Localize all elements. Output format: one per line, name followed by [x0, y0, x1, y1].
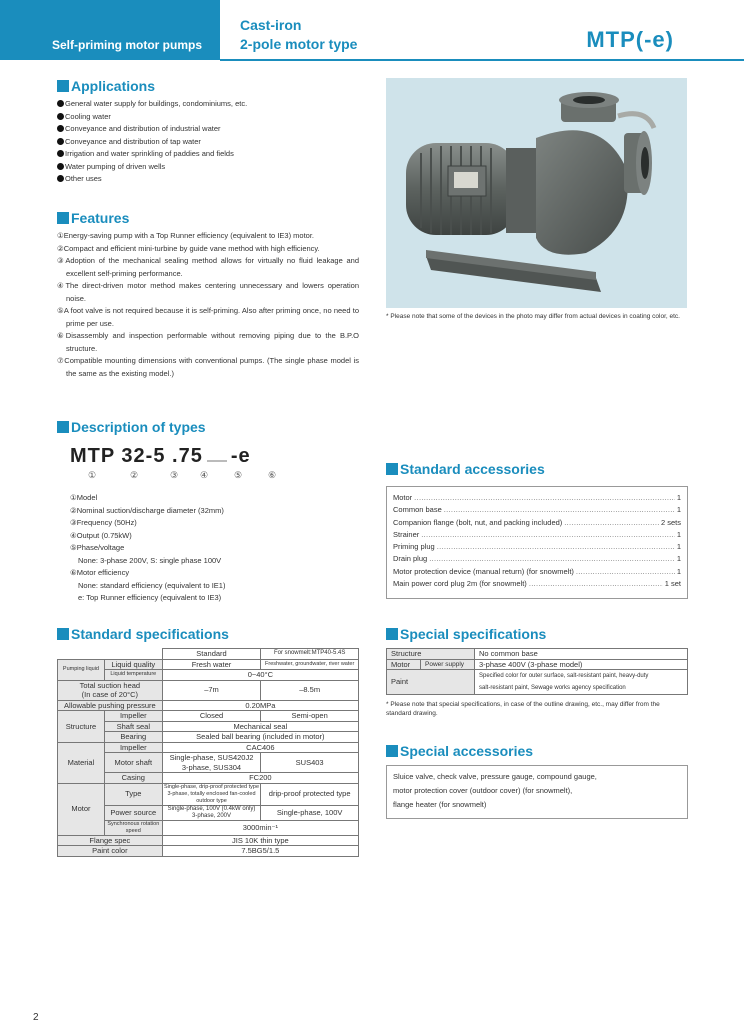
pump-illustration	[386, 78, 687, 308]
list-item: Conveyance and distribution of tap water	[57, 136, 357, 149]
desc-line: None: 3-phase 200V, S: single phase 100V	[78, 555, 222, 565]
list-item: ⑥Disassembly and inspection performable without removing piping due to the B.P.O structure.	[57, 331, 359, 353]
table-row: Motor Power supply 3-phase 400V (3-phase model)	[387, 659, 688, 670]
std-accessories-box	[386, 486, 688, 599]
category-label: Self-priming motor pumps	[52, 38, 202, 52]
heading-square-icon	[57, 421, 69, 433]
table-row: Structure Impeller Closed Semi-open	[58, 711, 359, 722]
table-row: Paint Specified color for outer surface, salt-resistant paint, heavy-duty salt-resistant paint, Sewage works agency specification	[387, 670, 688, 695]
list-item: Conveyance and distribution of industrial water	[57, 123, 357, 136]
list-item: Irrigation and water sprinkling of paddies and fields	[57, 148, 357, 161]
applications-title: Applications	[71, 78, 156, 94]
table-row: Liquid temperature 0~40°C	[58, 670, 359, 681]
heading-square-icon	[386, 463, 398, 475]
desc-line: ①Model	[70, 493, 98, 502]
code-number: ②	[130, 470, 139, 480]
special-accessories-box	[386, 765, 688, 819]
types-heading	[57, 419, 206, 435]
list-item: ⑦Compatible mounting dimensions with conventional pumps. (The single phase model is the same as the existing model.)	[57, 356, 359, 378]
code-number: ⑥	[268, 470, 277, 480]
table-row: Material Impeller CAC406	[58, 742, 359, 753]
subtitle-line2: 2-pole motor type	[240, 36, 358, 52]
accessory-row: Motor ..... 1	[393, 492, 681, 504]
code-number: ③	[170, 470, 179, 480]
accessory-row: Priming plug ..... 1	[393, 541, 681, 553]
subtitle-line1: Cast-iron	[240, 17, 302, 33]
table-row: Standard For snowmelt:MTP40-5.4S	[58, 649, 359, 660]
accessory-row: Common base ..... 1	[393, 504, 681, 516]
accessory-row: Strainer ..... 1	[393, 529, 681, 541]
code-number: ⑤	[234, 470, 243, 480]
special-accessories-heading	[386, 743, 533, 759]
desc-line: ⑥Motor efficiency	[70, 568, 130, 577]
table-row: Power source Single-phase, 100V (0.4kW only) 3-phase, 200V Single-phase, 100V	[58, 805, 359, 820]
table-row: Shaft seal Mechanical seal	[58, 721, 359, 732]
std-specs-title: Standard specifications	[71, 626, 229, 642]
table-row: Allowable pushing pressure 0.20MPa	[58, 700, 359, 711]
accessory-row: Main power cord plug 2m (for snowmelt) ..... 1 set	[393, 578, 681, 590]
list-item: Water pumping of driven wells	[57, 161, 357, 174]
desc-line: ②Nominal suction/discharge diameter (32mm)	[70, 505, 224, 515]
types-title: Description of types	[71, 419, 206, 435]
desc-line: ⑤Phase/voltage	[70, 543, 125, 552]
table-row: Structure No common base	[387, 649, 688, 660]
features-list	[57, 230, 359, 380]
special-specs-table	[386, 648, 688, 695]
heading-square-icon	[57, 212, 69, 224]
accessory-row: Companion flange (bolt, nut, and packing included) ..... 2 sets	[393, 517, 681, 529]
table-row: Synchronous rotation speed 3000min⁻¹	[58, 820, 359, 835]
std-specs-table	[57, 648, 359, 857]
table-row: Casing FC200	[58, 773, 359, 784]
accessory-line: Sluice valve, check valve, pressure gauge, compound gauge,	[393, 772, 597, 781]
accessory-row: Drain plug ..... 1	[393, 553, 681, 565]
accessory-line: flange heater (for snowmelt)	[393, 800, 487, 809]
desc-line: e: Top Runner efficiency (equivalent to IE3)	[78, 593, 222, 602]
accessory-line: motor protection cover (outdoor cover) (for snowmelt),	[393, 786, 573, 795]
table-row: Total suction head (In case of 20°C) –7m –8.5m	[58, 680, 359, 700]
desc-line: ④Output (0.75kW)	[70, 530, 132, 540]
list-item: ①Energy-saving pump with a Top Runner efficiency (equivalent to IE3) motor.	[57, 231, 314, 240]
bullet-icon	[57, 138, 64, 145]
type-description	[70, 492, 330, 605]
std-accessories-title: Standard accessories	[400, 461, 545, 477]
desc-line: None: standard efficiency (equivalent to IE1)	[78, 580, 226, 590]
features-title: Features	[71, 210, 130, 226]
heading-square-icon	[386, 628, 398, 640]
list-item: ⑤A foot valve is not required because it is self-priming. Also after priming once, no need to prime per use.	[57, 306, 359, 328]
table-row: Motor shaft Single-phase, SUS420J2 3-phase, SUS304 SUS403	[58, 753, 359, 773]
accessory-row: Motor protection device (manual return) (for snowmelt) ..... 1	[393, 566, 681, 578]
list-item: ③Adoption of the mechanical sealing method allows for virtually no fluid leakage and excellent self-priming performance.	[57, 256, 359, 278]
code-number: ①	[88, 470, 97, 480]
std-specs-heading	[57, 626, 229, 642]
photo-note: * Please note that some of the devices in the photo may differ from actual devices in coating color, etc.	[386, 313, 680, 320]
table-row: Pumping liquid Liquid quality Fresh water Freshwater, groundwater, river water	[58, 659, 359, 670]
header-rule	[220, 59, 744, 61]
std-accessories-heading	[386, 461, 545, 477]
list-item: General water supply for buildings, condominiums, etc.	[57, 98, 357, 111]
list-item: Cooling water	[57, 111, 357, 124]
bullet-icon	[57, 175, 64, 182]
table-row: Paint color 7.5BG5/1.5	[58, 846, 359, 857]
table-row: Motor Type Single-phase, drip-proof protected type 3-phase, totally enclosed fan-cooled outdoor type drip-proof protected type	[58, 783, 359, 805]
special-specs-title: Special specifications	[400, 626, 547, 642]
heading-square-icon	[57, 628, 69, 640]
list-item: ④The direct-driven motor method makes centering unnecessary and lowers operation noise.	[57, 281, 359, 303]
desc-line: ③Frequency (50Hz)	[70, 518, 137, 527]
code-number: ④	[200, 470, 209, 480]
model-title: MTP(-e)	[586, 27, 674, 52]
list-item: Other uses	[57, 173, 357, 186]
bullet-icon	[57, 113, 64, 120]
special-specs-note: * Please note that special specifications, in case of the outline drawing, etc., may differ from the standard drawing.	[386, 701, 660, 717]
heading-square-icon	[57, 80, 69, 92]
bullet-icon	[57, 163, 64, 170]
page-number: 2	[33, 1012, 39, 1023]
bullet-icon	[57, 100, 64, 107]
header-band	[0, 0, 220, 60]
product-photo	[386, 78, 687, 308]
special-specs-heading	[386, 626, 546, 642]
table-row: Flange spec JIS 10K thin type	[58, 835, 359, 846]
list-item: ②Compact and efficient mini-turbine by guide vane method with high efficiency.	[57, 243, 320, 253]
type-code: MTP 32-5 .75 -e	[70, 445, 251, 467]
table-row: Bearing Sealed ball bearing (included in motor)	[58, 732, 359, 743]
phase-blank	[207, 460, 227, 462]
special-accessories-title: Special accessories	[400, 743, 534, 759]
bullet-icon	[57, 125, 64, 132]
header-subtitle	[240, 16, 357, 54]
features-heading	[57, 210, 129, 226]
applications-heading	[57, 78, 155, 94]
bullet-icon	[57, 150, 64, 157]
applications-list	[57, 98, 357, 186]
heading-square-icon	[386, 745, 398, 757]
